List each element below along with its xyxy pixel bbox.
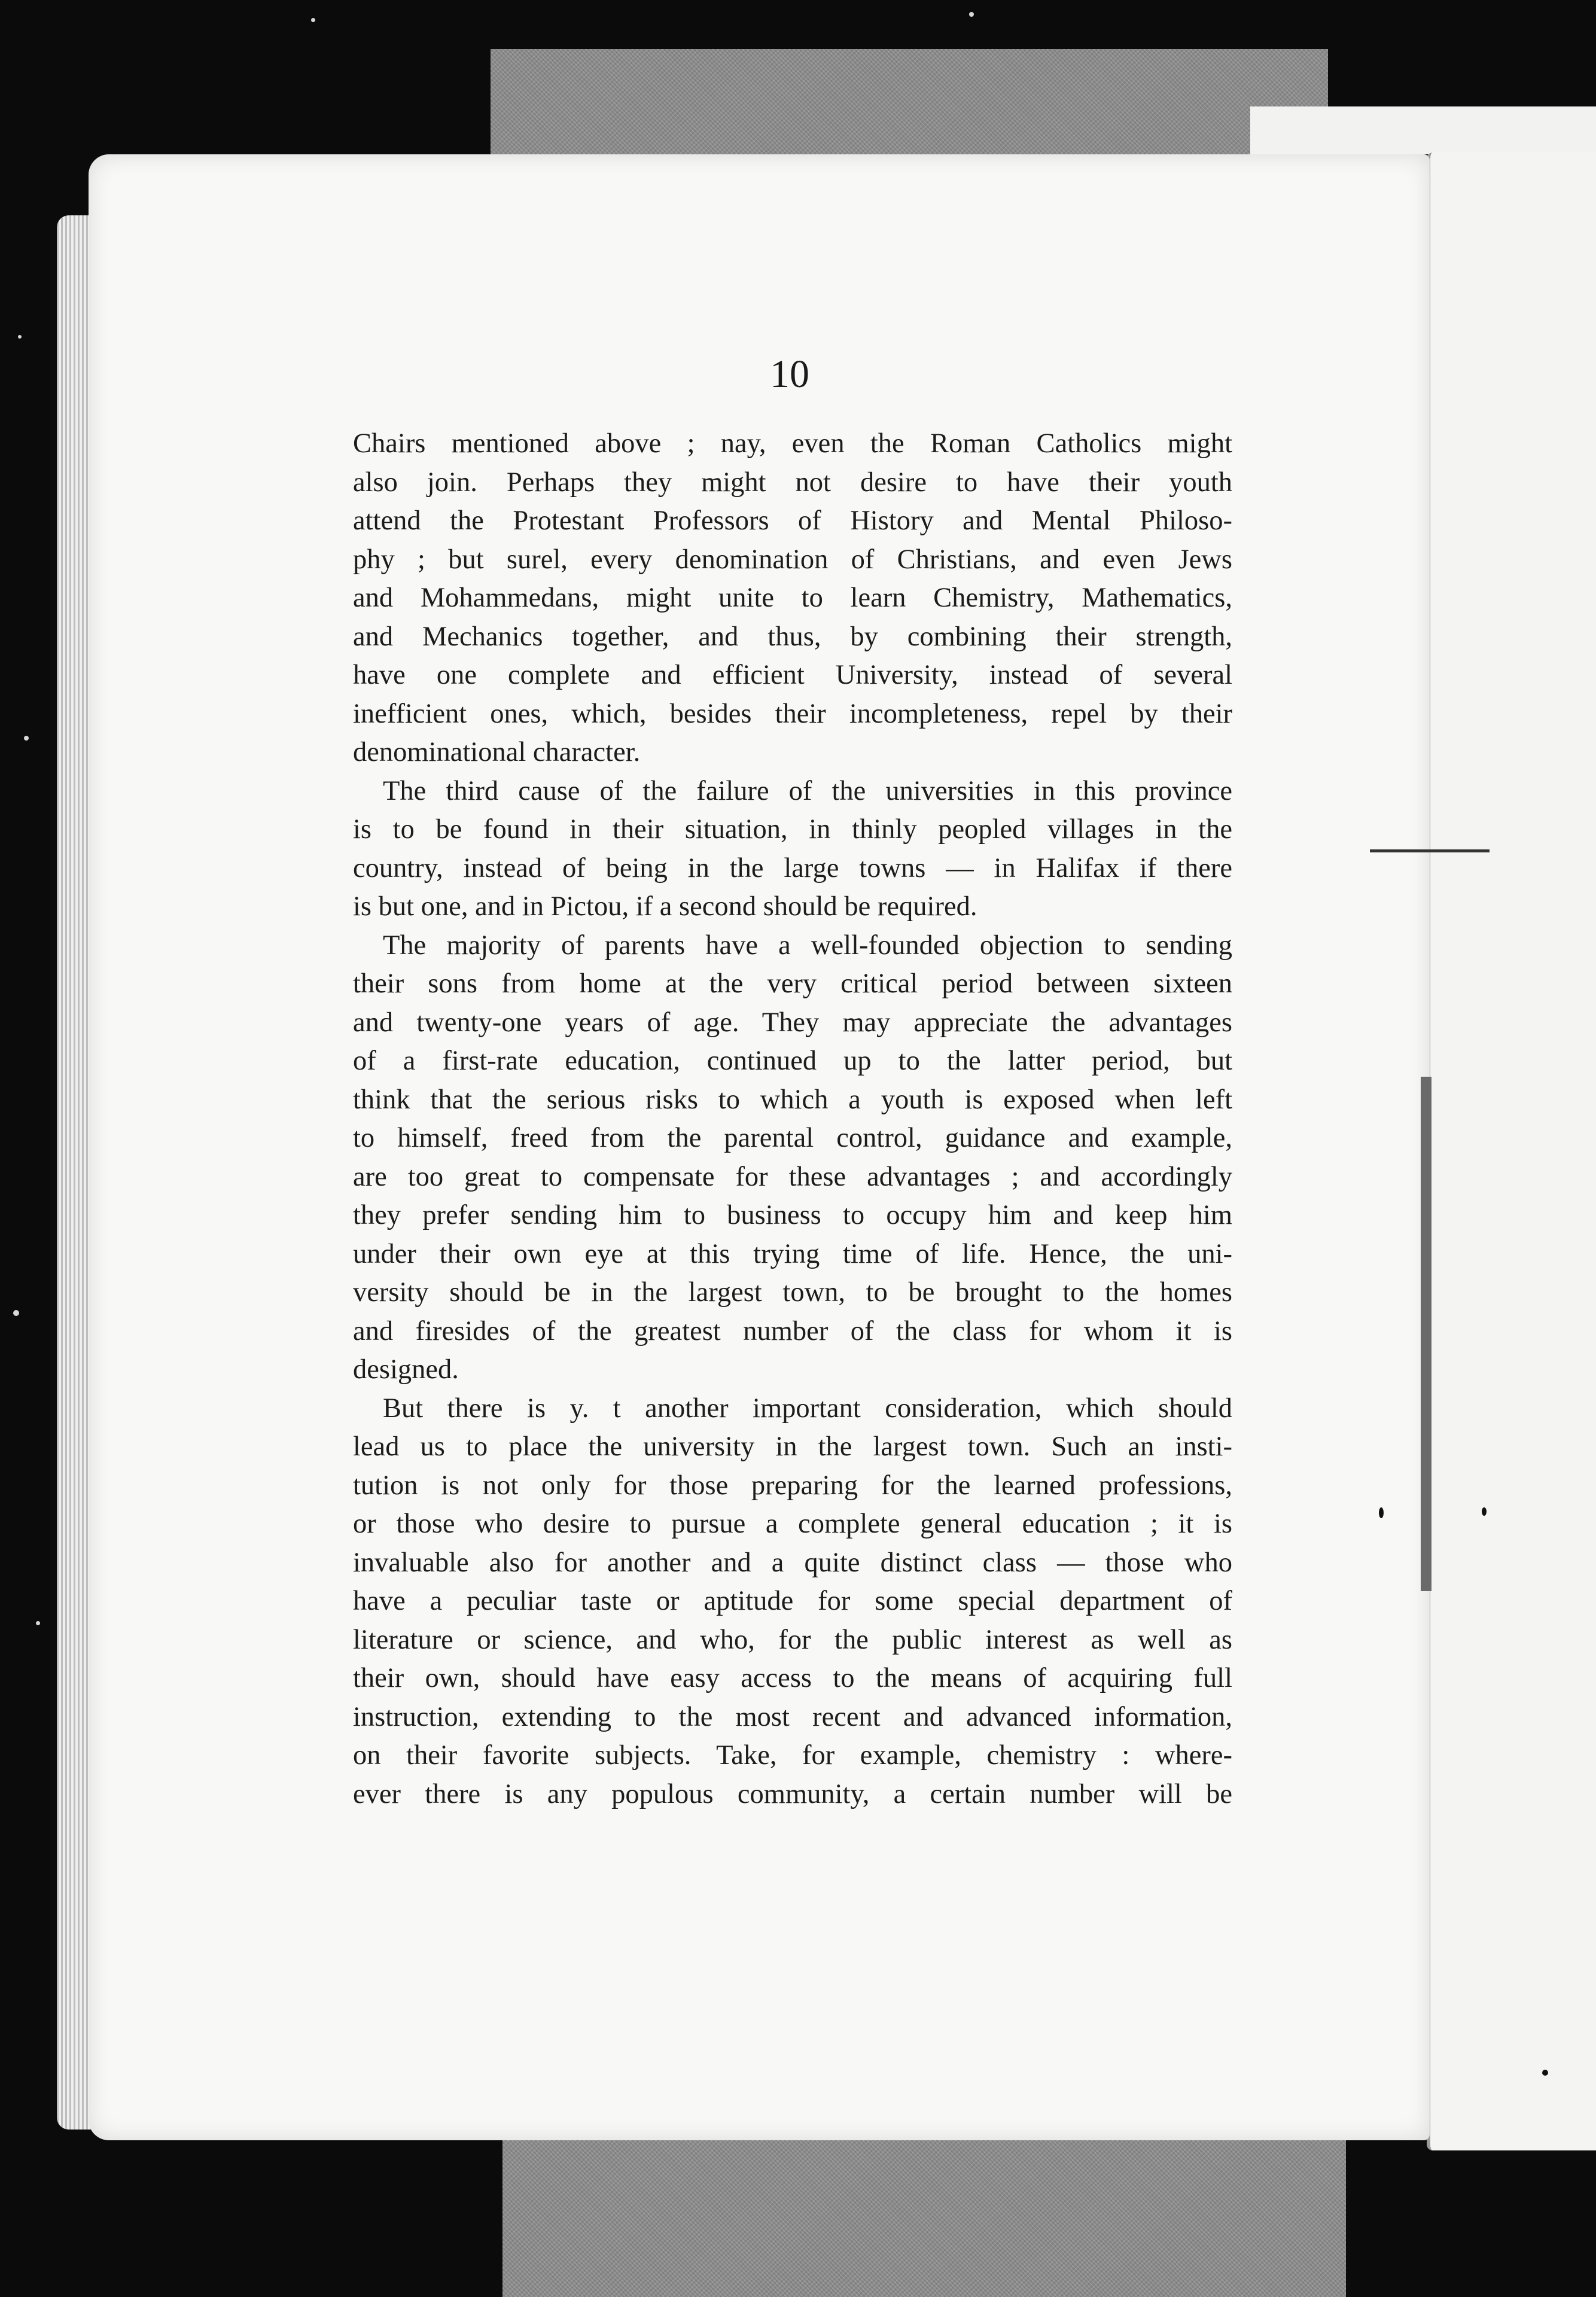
text-line: on their favorite subjects. Take, for example, chemistry : where-	[353, 1740, 1232, 1771]
dust-speck	[969, 12, 974, 17]
facing-page-top-edge	[1250, 106, 1596, 154]
text-line: denominational character.	[353, 737, 641, 767]
text-line: ever there is any populous community, a certain number will be	[353, 1778, 1232, 1809]
text-line: and Mohammedans, might unite to learn Chemistry, Mathematics,	[353, 583, 1232, 613]
body-text	[353, 425, 1232, 1814]
text-line: invaluable also for another and a quite distinct class — those who	[353, 1547, 1232, 1578]
text-line: literature or science, and who, for the public interest as well as	[353, 1624, 1232, 1655]
page-number: 10	[770, 352, 809, 396]
page-stack-edge	[57, 215, 93, 2130]
text-line: under their own eye at this trying time of life. Hence, the uni-	[353, 1238, 1232, 1269]
text-line: inefficient ones, which, besides their incompleteness, repel by their	[353, 698, 1232, 729]
text-line: is but one, and in Pictou, if a second should be required.	[353, 891, 977, 922]
text-line: their sons from home at the very critical period between sixteen	[353, 968, 1232, 999]
text-line: have a peculiar taste or aptitude for some special department of	[353, 1586, 1232, 1616]
dust-speck	[13, 1310, 19, 1316]
text-line: phy ; but surel, every denomination of Christians, and even Jews	[353, 544, 1232, 575]
text-line: think that the serious risks to which a youth is exposed when left	[353, 1084, 1232, 1115]
text-line: have one complete and efficient University, instead of several	[353, 660, 1232, 690]
text-line: But there is y. t another important consideration, which should	[383, 1393, 1232, 1424]
dust-speck	[24, 736, 29, 741]
text-line: to himself, freed from the parental control, guidance and example,	[353, 1123, 1232, 1153]
dust-speck	[18, 335, 22, 339]
facing-page	[1427, 153, 1596, 2150]
text-line: and Mechanics together, and thus, by combining their strength,	[353, 621, 1232, 652]
text-line: is to be found in their situation, in thinly peopled villages in the	[353, 814, 1232, 845]
text-line: and twenty-one years of age. They may appreciate the advantages	[353, 1007, 1232, 1038]
ink-speck	[1482, 1507, 1487, 1516]
text-line: The third cause of the failure of the universities in this province	[383, 775, 1232, 806]
gutter-shadow	[1421, 1077, 1431, 1591]
text-line: tution is not only for those preparing for the learned professions,	[353, 1470, 1232, 1501]
dust-speck	[36, 1621, 40, 1625]
text-line: lead us to place the university in the largest town. Such an insti-	[353, 1431, 1232, 1462]
text-line: Chairs mentioned above ; nay, even the Roman Catholics might	[353, 428, 1232, 459]
text-line: or those who desire to pursue a complete general education ; it is	[353, 1509, 1232, 1539]
text-line: attend the Protestant Professors of History and Mental Philoso-	[353, 505, 1232, 536]
text-line: versity should be in the largest town, to be brought to the homes	[353, 1277, 1232, 1308]
text-line: also join. Perhaps they might not desire to have their youth	[353, 467, 1232, 498]
binding-thread-mark	[1370, 849, 1490, 852]
ink-speck	[1542, 2070, 1548, 2076]
text-line: country, instead of being in the large towns — in Halifax if there	[353, 852, 1232, 884]
text-line: instruction, extending to the most recent and advanced information,	[353, 1701, 1232, 1732]
text-line: designed.	[353, 1354, 459, 1385]
text-line: of a first-rate education, continued up to the latter period, but	[353, 1046, 1232, 1076]
text-line: and firesides of the greatest number of the class for whom it is	[353, 1315, 1232, 1346]
ink-speck	[1379, 1507, 1384, 1518]
dust-speck	[311, 18, 315, 22]
text-line: their own, should have easy access to the means of acquiring full	[353, 1663, 1232, 1693]
text-line: are too great to compensate for these advantages ; and accordingly	[353, 1161, 1232, 1192]
text-line: The majority of parents have a well-founded objection to sending	[383, 930, 1232, 961]
text-line: they prefer sending him to business to occupy him and keep him	[353, 1200, 1232, 1230]
